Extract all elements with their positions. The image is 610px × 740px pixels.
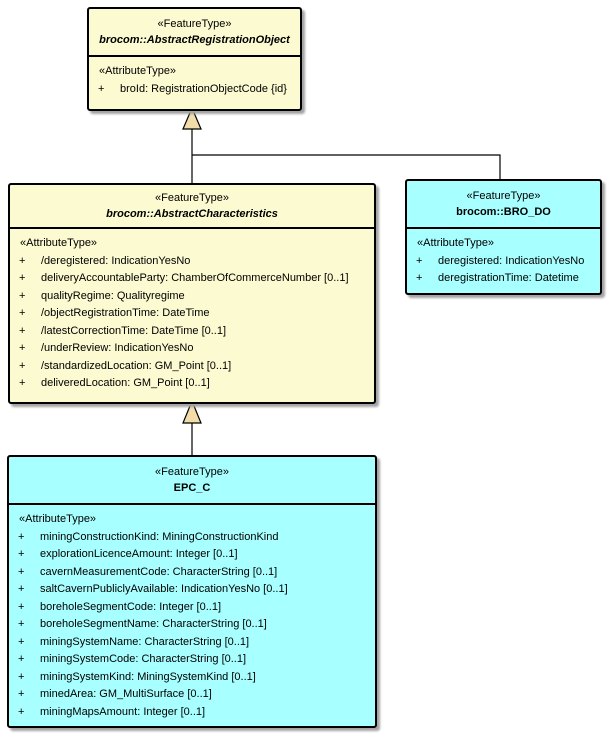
attribute-compartment (89, 57, 300, 109)
attribute-visibility: + (19, 289, 26, 302)
attribute-text: boreholeSegmentName: CharacterString [0..1] (40, 618, 267, 630)
attribute-row (16, 581, 371, 599)
class-stereotype: «FeatureType» (466, 189, 541, 202)
generalization-connector-characteristics-to-registration[interactable] (183, 108, 201, 183)
class-box-bro-do[interactable] (405, 179, 602, 295)
attribute-visibility: + (18, 653, 25, 665)
attribute-visibility: + (19, 359, 26, 372)
attribute-text: deregistered: IndicationYesNo (438, 254, 585, 267)
attribute-stereotype: «AttributeType» (417, 237, 495, 249)
class-name: EPC_C (173, 481, 211, 494)
attribute-text: miningSystemName: CharacterString [0..1] (40, 635, 250, 648)
attribute-text: miningConstructionKind: MiningConstructionKind (40, 530, 279, 543)
attribute-visibility: + (19, 324, 26, 337)
attribute-stereotype: «AttributeType» (20, 237, 98, 249)
attribute-compartment (407, 229, 600, 293)
attribute-row (17, 270, 370, 288)
attribute-row (17, 253, 370, 271)
attribute-visibility: + (18, 705, 25, 718)
attribute-row (17, 358, 370, 376)
class-name: brocom::AbstractCharacteristics (106, 207, 278, 220)
attribute-visibility: + (19, 307, 26, 319)
attribute-compartment (9, 505, 375, 726)
attribute-stereotype: «AttributeType» (19, 513, 97, 525)
attribute-row (16, 616, 371, 634)
attribute-row (17, 340, 370, 358)
attribute-visibility: + (18, 635, 25, 648)
attribute-text: /standardizedLocation: GM_Point [0..1] (41, 359, 232, 372)
attribute-row (16, 651, 371, 669)
attribute-text: broId: RegistrationObjectCode {id} (120, 82, 287, 95)
attribute-text: cavernMeasurementCode: CharacterString [0..1] (40, 565, 278, 578)
attribute-visibility: + (18, 670, 25, 683)
attribute-visibility: + (18, 530, 25, 543)
attribute-visibility: + (98, 82, 105, 95)
attribute-visibility: + (18, 548, 25, 560)
attribute-text: explorationLicenceAmount: Integer [0..1] (40, 548, 238, 560)
attribute-row (16, 686, 371, 704)
class-header (10, 185, 374, 229)
attribute-text: miningMapsAmount: Integer [0..1] (40, 705, 206, 718)
attribute-text: /deregistered: IndicationYesNo (41, 254, 191, 267)
attribute-text: miningSystemCode: CharacterString [0..1] (40, 653, 247, 665)
attribute-row (96, 81, 296, 99)
attribute-row (16, 529, 371, 547)
generalization-connector-bro-do-to-registration[interactable] (192, 155, 500, 179)
attribute-visibility: + (416, 272, 423, 284)
attribute-row (16, 564, 371, 582)
attribute-visibility: + (19, 272, 26, 284)
attribute-text: boreholeSegmentCode: Integer [0..1] (40, 600, 222, 613)
attribute-row (414, 253, 596, 271)
attribute-visibility: + (18, 688, 25, 700)
attribute-text: deregistrationTime: Datetime (438, 272, 579, 284)
class-stereotype: «FeatureType» (155, 465, 229, 478)
class-header (9, 457, 375, 505)
attribute-visibility: + (19, 254, 26, 267)
attribute-row (17, 323, 370, 341)
class-header (89, 9, 300, 57)
attribute-row (17, 305, 370, 323)
class-box-epc-c[interactable] (7, 455, 377, 728)
attribute-row (16, 546, 371, 564)
attribute-visibility: + (18, 618, 25, 630)
class-name: brocom::BRO_DO (456, 205, 551, 218)
attribute-row (16, 704, 371, 722)
class-header (407, 181, 600, 229)
attribute-text: deliveryAccountableParty: ChamberOfCommerceNumber [0..1] (41, 272, 349, 284)
attribute-text: qualityRegime: Qualityregime (41, 289, 185, 302)
attribute-row (17, 288, 370, 306)
attribute-row (16, 634, 371, 652)
attribute-text: /underReview: IndicationYesNo (41, 342, 194, 354)
attribute-visibility: + (19, 342, 26, 354)
class-stereotype: «FeatureType» (155, 191, 229, 204)
generalization-arrowhead-icon (183, 108, 201, 129)
attribute-row (17, 375, 370, 393)
attribute-visibility: + (18, 583, 25, 595)
class-name: brocom::AbstractRegistrationObject (99, 33, 290, 46)
attribute-row (16, 669, 371, 687)
attribute-visibility: + (19, 377, 26, 389)
class-box-abstract-registration-object[interactable] (87, 7, 302, 111)
attribute-text: /latestCorrectionTime: DateTime [0..1] (41, 324, 227, 337)
attribute-compartment (10, 229, 374, 402)
generalization-arrowhead-icon (183, 401, 201, 423)
generalization-connector-epc-to-characteristics[interactable] (183, 401, 201, 455)
class-stereotype: «FeatureType» (157, 17, 232, 30)
attribute-text: deliveredLocation: GM_Point [0..1] (41, 377, 210, 389)
attribute-row (16, 599, 371, 617)
class-box-abstract-characteristics[interactable] (8, 183, 376, 404)
attribute-text: /objectRegistrationTime: DateTime (41, 307, 210, 319)
attribute-text: minedArea: GM_MultiSurface [0..1] (40, 688, 212, 700)
attribute-text: saltCavernPubliclyAvailable: IndicationYesNo [0..1] (40, 583, 288, 595)
attribute-stereotype: «AttributeType» (99, 65, 177, 77)
attribute-visibility: + (416, 254, 423, 267)
attribute-row (414, 270, 596, 288)
attribute-visibility: + (18, 565, 25, 578)
attribute-visibility: + (18, 600, 25, 613)
attribute-text: miningSystemKind: MiningSystemKind [0..1] (40, 670, 256, 683)
